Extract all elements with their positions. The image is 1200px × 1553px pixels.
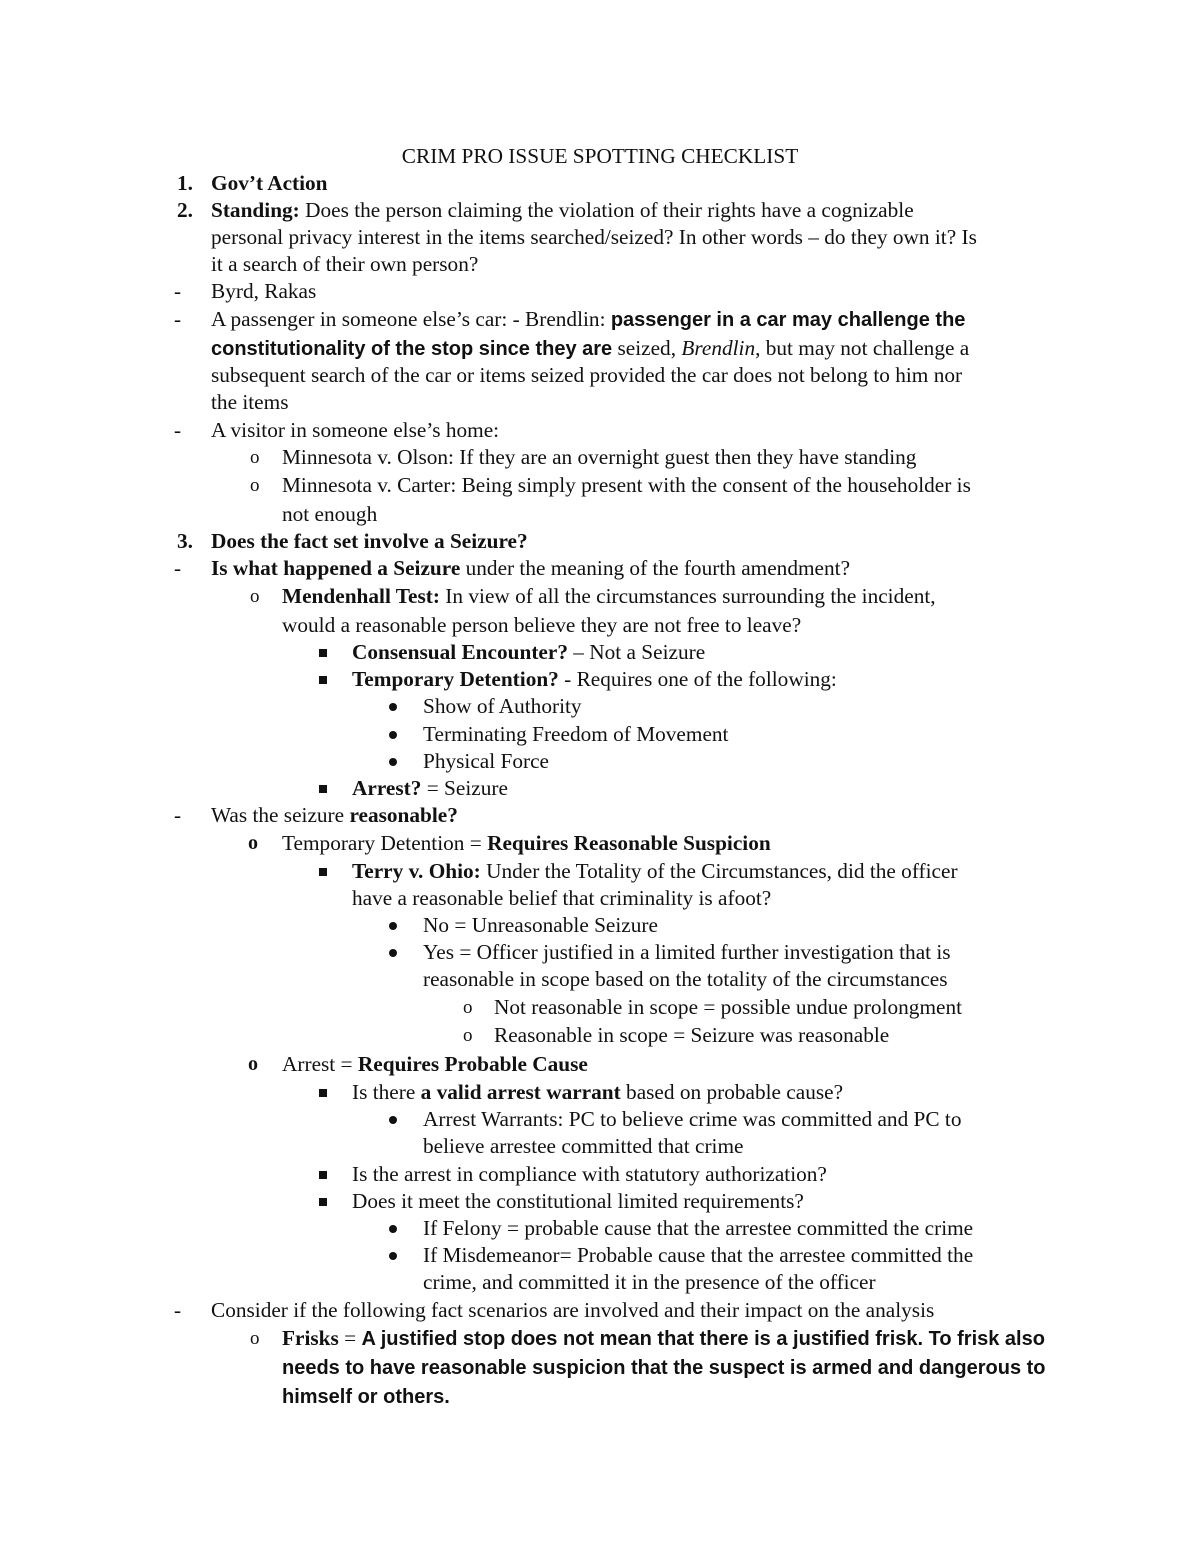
reasonable-label: reasonable?: [349, 803, 458, 827]
section-3: [0, 528, 1200, 555]
frisk-rule: needs to have reasonable suspicion that the suspect is armed and dangerous to: [282, 1357, 1046, 1379]
list-item: [0, 1051, 1200, 1078]
square-bullet: [319, 1089, 327, 1097]
list-item: [0, 417, 1200, 444]
temporary-detention-text: - Requires one of the following:: [558, 667, 837, 691]
section-heading: Does the fact set involve a Seizure?: [211, 529, 528, 553]
section-number: 2.: [177, 198, 193, 222]
page-title: CRIM PRO ISSUE SPOTTING CHECKLIST: [401, 144, 799, 168]
list-item: [0, 1079, 1200, 1106]
circle-bullet: o: [250, 475, 260, 496]
list-item: [0, 444, 1200, 471]
square-bullet: [319, 649, 327, 657]
list-item: [0, 1161, 1200, 1188]
passenger-holding: constitutionality of the stop since they are: [211, 338, 613, 360]
list-item: [0, 830, 1200, 857]
carter-text: not enough: [282, 502, 378, 526]
warrant-text: Is there: [352, 1080, 421, 1104]
list-item: [0, 939, 1200, 966]
mendenhall-label: Mendenhall Test:: [282, 584, 440, 608]
square-bullet: [319, 785, 327, 793]
felony-text: If Felony = probable cause that the arrestee committed the crime: [423, 1216, 974, 1240]
frisk-label: Frisks: [282, 1326, 339, 1350]
consensual-text: – Not a Seizure: [567, 640, 706, 664]
olson-text: Minnesota v. Olson: If they are an overnight guest then they have standing: [282, 445, 917, 469]
terry-text: have a reasonable belief that criminality is afoot?: [352, 886, 772, 910]
seizure-text: under the meaning of the fourth amendment?: [460, 556, 851, 580]
warrant-label: a valid arrest warrant: [420, 1080, 621, 1104]
square-bullet: [319, 1198, 327, 1206]
scope-text: Reasonable in scope = Seizure was reasonable: [494, 1023, 890, 1047]
list-item: [0, 721, 1200, 748]
standing-label: Standing:: [211, 198, 300, 222]
circle-bullet: o: [250, 447, 260, 468]
dash-bullet: -: [174, 279, 182, 303]
passenger-text: the items: [211, 390, 289, 414]
standing-text: it a search of their own person?: [211, 252, 479, 276]
dash-bullet: -: [174, 803, 182, 827]
list-item: [0, 775, 1200, 802]
passenger-text: subsequent search of the car or items seized provided the car does not belong to him nor: [211, 363, 963, 387]
visitor-text: A visitor in someone else’s home:: [211, 418, 500, 442]
list-item: [0, 693, 1200, 720]
section-heading: Gov’t Action: [211, 171, 328, 195]
yes-outcome: Yes = Officer justified in a limited further investigation that is: [423, 940, 951, 964]
dot-bullet: [389, 922, 397, 930]
warrant-text: based on probable cause?: [620, 1080, 844, 1104]
dot-bullet: [389, 949, 397, 957]
square-bullet: [319, 1171, 327, 1179]
list-item: [0, 583, 1200, 610]
frisk-text: =: [338, 1326, 362, 1350]
terry-label: Terry v. Ohio:: [352, 859, 481, 883]
dot-bullet: [389, 731, 397, 739]
yes-outcome: reasonable in scope based on the totality of the circumstances: [423, 967, 948, 991]
frisk-rule: himself or others.: [282, 1386, 450, 1408]
circle-bullet: o: [250, 586, 260, 607]
mendenhall-text: In view of all the circumstances surrounding the incident,: [439, 584, 936, 608]
list-item: [0, 555, 1200, 582]
list-item: [0, 278, 1200, 305]
list-item: [0, 1022, 1200, 1049]
requirement-text: Terminating Freedom of Movement: [423, 722, 729, 746]
list-item: [0, 748, 1200, 775]
statutory-text: Is the arrest in compliance with statutory authorization?: [352, 1162, 827, 1186]
requirement-text: Show of Authority: [423, 694, 582, 718]
dash-bullet: -: [174, 556, 182, 580]
standing-text: Does the person claiming the violation of their rights have a cognizable: [299, 198, 914, 222]
no-outcome: No = Unreasonable Seizure: [423, 913, 658, 937]
misdemeanor-text: crime, and committed it in the presence of the officer: [423, 1270, 876, 1294]
square-bullet: [319, 676, 327, 684]
dot-bullet: [389, 1116, 397, 1124]
detention-text: Temporary Detention =: [282, 831, 488, 855]
section-number: 1.: [177, 171, 193, 195]
list-item: [0, 994, 1200, 1021]
circle-bullet: o: [463, 997, 473, 1018]
list-item: [0, 306, 1200, 333]
carter-text: Minnesota v. Carter: Being simply present with the consent of the householder is: [282, 473, 971, 497]
dash-bullet: -: [174, 1298, 182, 1322]
list-item: [0, 666, 1200, 693]
passenger-holding: passenger in a car may challenge the: [610, 309, 966, 331]
list-item: [0, 472, 1200, 499]
passenger-text: , but may not challenge a: [755, 336, 970, 360]
dot-bullet: [389, 1225, 397, 1233]
arrest-warrant-text: Arrest Warrants: PC to believe crime was committed and PC to: [423, 1107, 962, 1131]
dot-bullet: [389, 1252, 397, 1260]
mendenhall-text: would a reasonable person believe they are not free to leave?: [282, 613, 802, 637]
arrest-text: = Seizure: [421, 776, 508, 800]
case-names: Byrd, Rakas: [211, 279, 317, 303]
square-bullet: [319, 868, 327, 876]
list-item: [0, 858, 1200, 885]
dot-bullet: [389, 758, 397, 766]
list-item: [0, 1242, 1200, 1269]
section-2: [0, 197, 1200, 224]
misdemeanor-text: If Misdemeanor= Probable cause that the arrestee committed the: [423, 1243, 974, 1267]
constitutional-text: Does it meet the constitutional limited requirements?: [352, 1189, 804, 1213]
reasonable-text: Was the seizure: [211, 803, 350, 827]
list-item: [0, 912, 1200, 939]
temporary-detention-label: Temporary Detention?: [352, 667, 559, 691]
circle-bullet: o: [463, 1025, 473, 1046]
section-number: 3.: [177, 529, 193, 553]
detention-requirement: Requires Reasonable Suspicion: [487, 831, 771, 855]
case-name: Brendlin: [681, 336, 756, 360]
list-item: [0, 1215, 1200, 1242]
consider-text: Consider if the following fact scenarios are involved and their impact on the analysis: [211, 1298, 935, 1322]
seizure-question: Is what happened a Seizure: [211, 556, 461, 580]
dash-bullet: -: [174, 307, 182, 331]
bold-circle-bullet: o: [248, 1053, 258, 1075]
list-item: [0, 1297, 1200, 1324]
list-item: [0, 639, 1200, 666]
passenger-text: seized,: [612, 336, 682, 360]
standing-text: personal privacy interest in the items searched/seized? In other words – do they own it? Is: [211, 225, 977, 249]
list-item: [0, 1188, 1200, 1215]
dash-bullet: -: [174, 418, 182, 442]
list-item: [0, 1106, 1200, 1133]
requirement-text: Physical Force: [423, 749, 549, 773]
section-1: [0, 170, 1200, 197]
circle-bullet: o: [250, 1328, 260, 1349]
list-item: [0, 1325, 1200, 1352]
terry-text: Under the Totality of the Circumstances, did the officer: [480, 859, 958, 883]
arrest-text: Arrest =: [282, 1052, 358, 1076]
arrest-warrant-text: believe arrestee committed that crime: [423, 1134, 744, 1158]
arrest-label: Arrest?: [352, 776, 422, 800]
frisk-rule: A justified stop does not mean that there is a justified frisk. To frisk also: [361, 1328, 1045, 1350]
dot-bullet: [389, 703, 397, 711]
arrest-requirement: Requires Probable Cause: [357, 1052, 588, 1076]
bold-circle-bullet: o: [248, 832, 258, 854]
scope-text: Not reasonable in scope = possible undue prolongment: [494, 995, 963, 1019]
passenger-text: A passenger in someone else’s car: - Brendlin:: [211, 307, 611, 331]
list-item: [0, 802, 1200, 829]
consensual-label: Consensual Encounter?: [352, 640, 568, 664]
